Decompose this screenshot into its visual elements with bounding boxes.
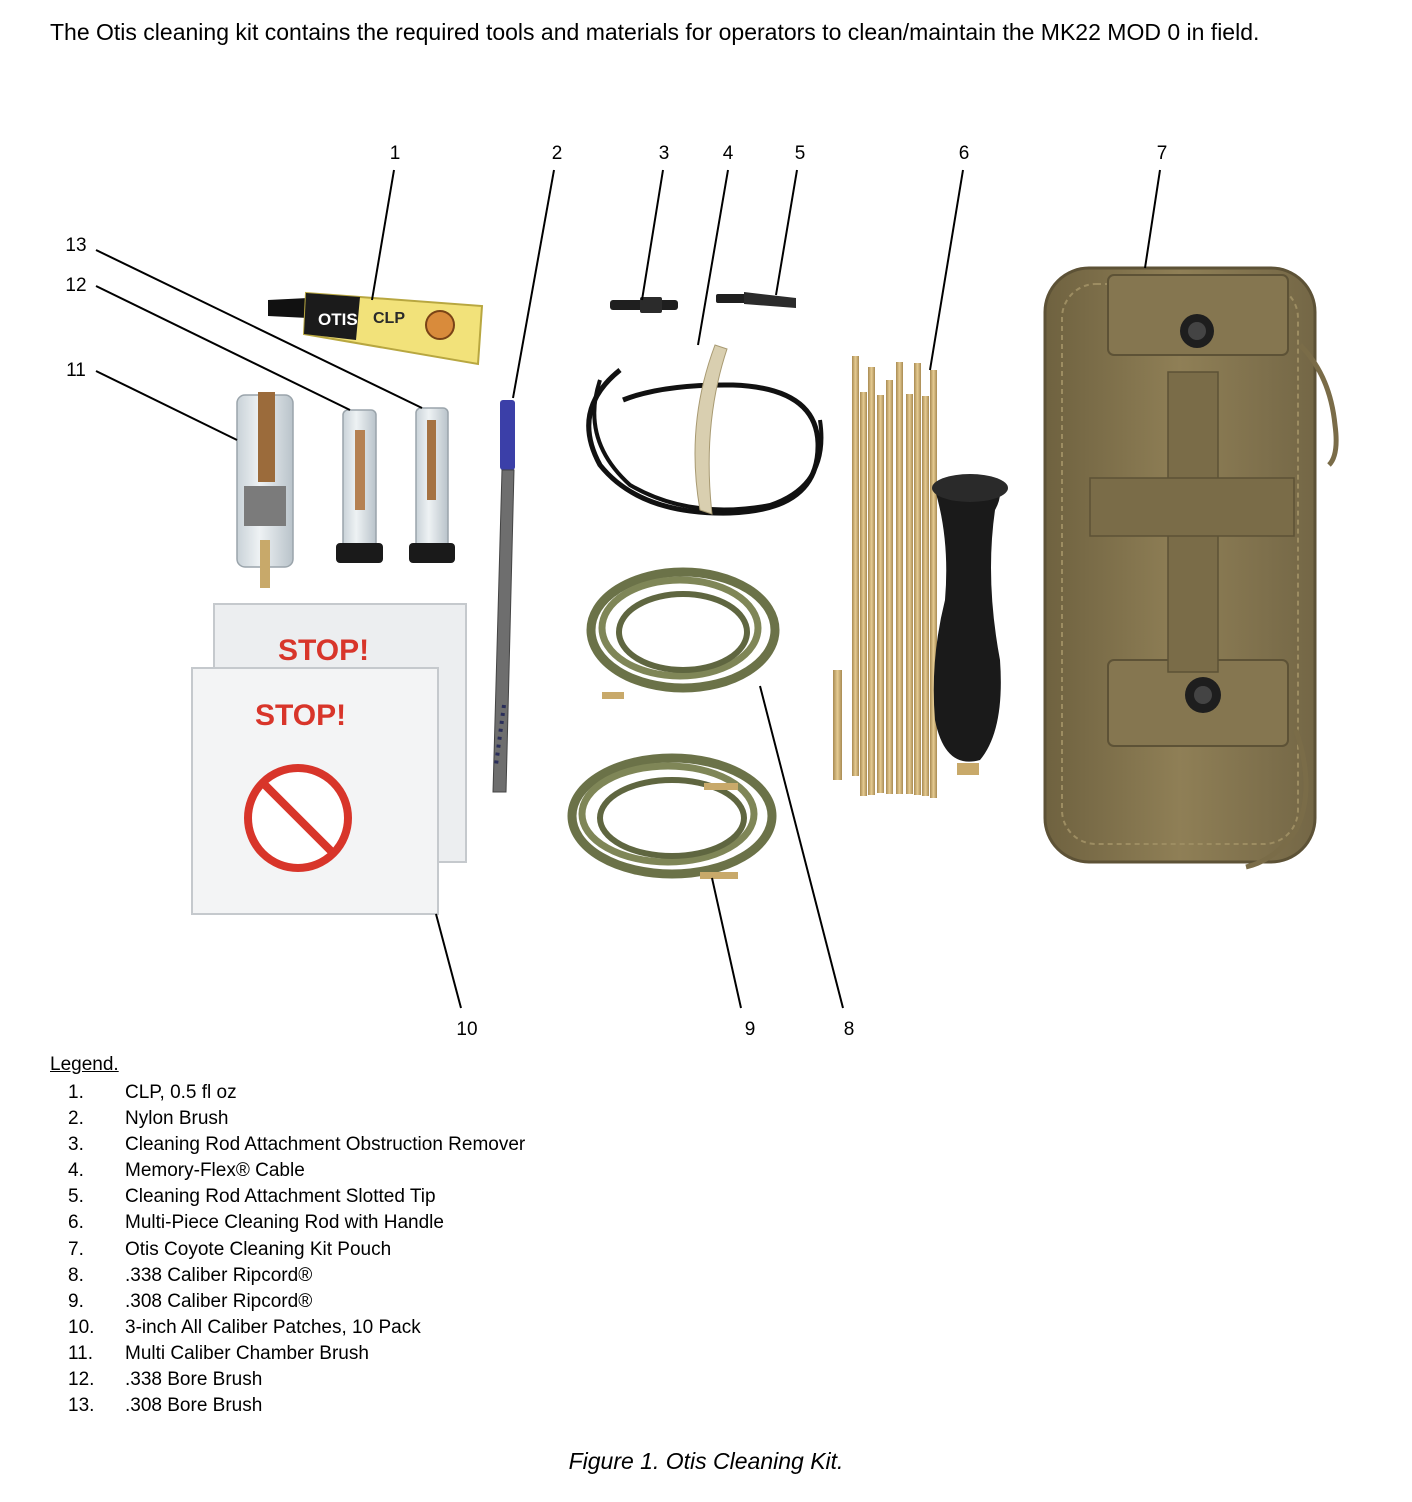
leader-2 xyxy=(513,170,554,398)
legend-number: 5. xyxy=(68,1186,84,1208)
legend-item xyxy=(50,1367,525,1393)
callout-9: 9 xyxy=(744,1019,756,1040)
leader-5 xyxy=(776,170,797,295)
legend-list xyxy=(50,1080,525,1419)
legend-item xyxy=(50,1132,525,1158)
legend-number: 11. xyxy=(68,1342,94,1364)
clp-label-text: CLP xyxy=(373,310,405,327)
legend-number: 1. xyxy=(68,1082,84,1103)
legend-text: .308 Caliber Ripcord® xyxy=(125,1290,313,1312)
legend-text: Multi Caliber Chamber Brush xyxy=(125,1342,369,1364)
legend-text: .308 Bore Brush xyxy=(125,1395,263,1417)
patch-warning-front: STOP! xyxy=(255,699,347,732)
legend-number: 8. xyxy=(68,1264,84,1286)
legend-item xyxy=(50,1106,525,1132)
legend-number: 6. xyxy=(68,1212,84,1234)
legend-text: Cleaning Rod Attachment Slotted Tip xyxy=(125,1186,436,1208)
ripcord-338-item xyxy=(591,572,775,699)
legend-number: 3. xyxy=(68,1134,84,1156)
slotted-tip-item xyxy=(716,292,796,308)
leader-11 xyxy=(96,371,237,440)
legend-item xyxy=(50,1080,525,1106)
callout-7: 7 xyxy=(1156,143,1168,164)
callout-8: 8 xyxy=(843,1019,855,1040)
cleaning-rod-item xyxy=(833,356,1008,798)
legend-number: 9. xyxy=(68,1290,84,1312)
memory-flex-cable-item xyxy=(589,345,822,514)
bore-brush-338-item xyxy=(336,410,383,563)
legend-item xyxy=(50,1315,525,1341)
legend-number: 13. xyxy=(68,1395,95,1417)
legend-number: 12. xyxy=(68,1369,95,1391)
leader-10 xyxy=(436,914,461,1008)
legend-text: Cleaning Rod Attachment Obstruction Remover xyxy=(125,1134,526,1156)
callout-1: 1 xyxy=(389,143,401,164)
leader-7 xyxy=(1145,170,1160,268)
legend-number: 4. xyxy=(68,1160,84,1182)
leader-3 xyxy=(642,170,663,300)
callout-5: 5 xyxy=(794,143,806,164)
legend-text: .338 Caliber Ripcord® xyxy=(125,1264,313,1286)
leader-1 xyxy=(372,170,394,300)
clp-tube-item xyxy=(268,293,482,364)
nylon-brush-item xyxy=(493,400,515,792)
patches-item xyxy=(192,604,466,914)
legend xyxy=(50,1053,525,1419)
legend-title: Legend. xyxy=(50,1054,119,1075)
leader-4 xyxy=(698,170,728,345)
legend-number: 2. xyxy=(68,1108,84,1130)
callout-3: 3 xyxy=(658,143,670,164)
legend-item xyxy=(50,1237,525,1263)
ripcord-308-item xyxy=(572,758,772,879)
legend-text: CLP, 0.5 fl oz xyxy=(125,1082,237,1103)
legend-text: Otis Coyote Cleaning Kit Pouch xyxy=(125,1238,392,1260)
legend-item xyxy=(50,1341,525,1367)
callout-4: 4 xyxy=(722,143,734,164)
leader-8 xyxy=(760,686,843,1008)
legend-item xyxy=(50,1184,525,1210)
leader-6 xyxy=(930,170,963,370)
legend-item xyxy=(50,1289,525,1315)
callout-6: 6 xyxy=(958,143,970,164)
legend-item xyxy=(50,1393,525,1419)
legend-text: 3-inch All Caliber Patches, 10 Pack xyxy=(125,1316,421,1338)
legend-item xyxy=(50,1263,525,1289)
obstruction-remover-item xyxy=(610,297,678,313)
patch-warning-back: STOP! xyxy=(278,634,370,667)
clp-brand-text: OTIS xyxy=(318,310,358,329)
legend-text: Multi-Piece Cleaning Rod with Handle xyxy=(125,1212,444,1234)
legend-item xyxy=(50,1158,525,1184)
legend-text: Memory-Flex® Cable xyxy=(125,1160,305,1182)
pouch-item xyxy=(1045,268,1336,867)
figure-caption: Figure 1. Otis Cleaning Kit. xyxy=(568,1448,844,1474)
legend-number: 10. xyxy=(68,1316,95,1338)
intro-paragraph: The Otis cleaning kit contains the required tools and materials for operators to clean/maintain the MK22 MOD 0 in field. xyxy=(50,19,1260,45)
chamber-brush-item xyxy=(237,392,293,588)
legend-text: Nylon Brush xyxy=(125,1108,229,1130)
callout-2: 2 xyxy=(551,143,563,164)
callout-13: 13 xyxy=(65,235,87,256)
callout-12: 12 xyxy=(65,275,87,296)
callout-10: 10 xyxy=(456,1019,478,1040)
legend-text: .338 Bore Brush xyxy=(125,1369,263,1391)
leader-9 xyxy=(712,878,741,1008)
legend-number: 7. xyxy=(68,1238,84,1260)
legend-item xyxy=(50,1210,525,1236)
bore-brush-308-item xyxy=(409,408,455,563)
callout-11: 11 xyxy=(66,360,86,381)
